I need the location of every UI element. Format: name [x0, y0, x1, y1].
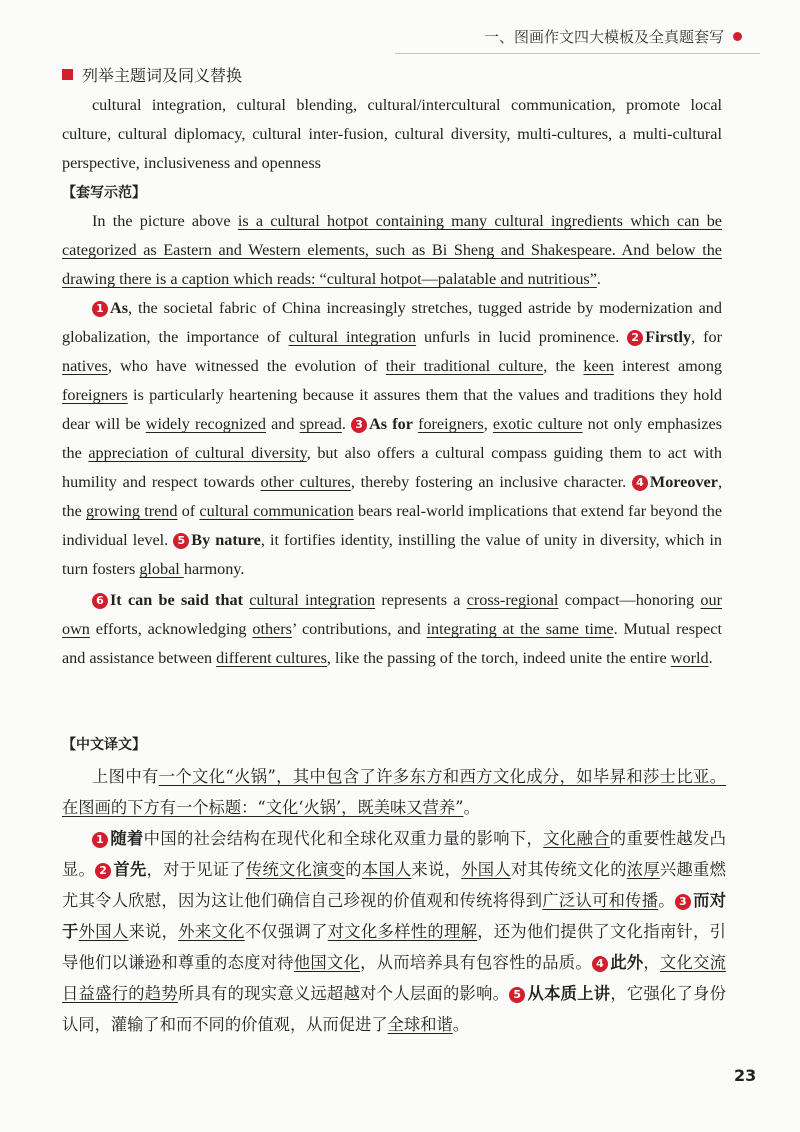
underlined-phrase: other cultures — [260, 473, 351, 491]
header-dot-icon — [733, 32, 742, 41]
underlined-phrase: 文化融合 — [543, 829, 610, 848]
text-span: ’ contributions, and — [291, 620, 427, 638]
underlined-phrase: different cultures — [216, 649, 327, 667]
transition-word: 而对于 — [62, 891, 726, 941]
header-divider — [395, 53, 760, 54]
text-span: , — [483, 415, 493, 433]
transition-word: As — [110, 299, 128, 317]
marker-6-icon: 6 — [92, 593, 108, 609]
text-span: bears real-world implications that extend far beyond the individual level. — [62, 502, 723, 549]
transition-word: As for — [369, 415, 413, 433]
underlined-phrase: 本国人 — [361, 860, 412, 879]
text-span: , the — [62, 473, 722, 520]
underlined-phrase: our own — [62, 591, 722, 638]
underlined-phrase: global — [139, 560, 184, 578]
text-span: 上图中有 — [92, 767, 159, 786]
text-span: 。 — [658, 891, 675, 910]
underlined-phrase: integrating at the same time — [426, 620, 614, 638]
text-span: , it fortifies identity, instilling the value of unity in diversity, which in turn fosters — [62, 531, 722, 578]
text-span: and — [265, 415, 300, 433]
text-span: is particularly heartening because it assures them that the values and traditions they hold dear will be — [62, 386, 722, 433]
underlined-phrase: spread — [299, 415, 342, 433]
sample-paragraph-2 — [62, 294, 722, 584]
underlined-phrase: cultural communication — [199, 502, 354, 520]
underlined-phrase: 一个文化“火锅”，其中包含了许多东方和西方文化成分，如毕昇和莎士比亚。在图画的下方有一个标题：“文化‘火锅’，既美味又营养” — [62, 767, 726, 817]
underlined-phrase: is a cultural hotpot containing many cultural ingredients which can be categorized as Eastern and Western elements, such as Bi Sheng and Shakespeare. And below the drawing there is a caption which reads: “cultural hotpot—palatable and nutritious” — [62, 212, 722, 288]
section-title: 列举主题词及同义替换 — [82, 66, 243, 85]
marker-2-icon: 2 — [627, 330, 643, 346]
marker-2-icon: 2 — [95, 863, 111, 879]
text-span: ，它强化了身份认同，灌输了和而不同的价值观，从而促进了 — [62, 984, 726, 1034]
text-span: ，对于见证了 — [146, 860, 246, 879]
text-span: represents a — [375, 591, 467, 609]
underlined-phrase: 对文化多样性的理解 — [327, 922, 478, 941]
transition-word: 从本质上讲 — [527, 984, 611, 1003]
text-span: In the picture above — [92, 212, 238, 230]
translation-paragraph-2 — [62, 823, 726, 1040]
transition-word: Firstly — [645, 328, 692, 346]
text-span: , the societal fabric of China increasingly stretches, tugged astride by modernization and globalization, the importance of — [62, 299, 722, 346]
transition-word: By nature — [191, 531, 261, 549]
text-span: 的 — [345, 860, 362, 879]
underlined-phrase: keen — [583, 357, 614, 375]
underlined-phrase: 外来文化 — [178, 922, 245, 941]
underlined-phrase: appreciation of cultural diversity — [88, 444, 307, 462]
transition-word: Moreover — [649, 473, 718, 491]
text-span: of — [177, 502, 200, 520]
underlined-phrase: world — [670, 649, 709, 667]
translation-paragraph-1 — [62, 761, 726, 823]
text-span: 不仅强调了 — [244, 922, 328, 941]
sample-paragraph-1 — [62, 207, 722, 294]
text-span: ， — [643, 953, 660, 972]
text-span: compact—honoring — [558, 591, 701, 609]
underlined-phrase: 全球和谐 — [387, 1015, 453, 1034]
text-span: . — [596, 270, 601, 288]
running-header — [484, 26, 742, 47]
underlined-phrase: cultural integration — [288, 328, 417, 346]
text-span: harmony. — [183, 560, 245, 578]
text-span: unfurls in lucid prominence. — [416, 328, 628, 346]
transition-word: It can be said that — [110, 591, 243, 609]
marker-3-icon: 3 — [675, 894, 691, 910]
underlined-phrase: cultural integration — [249, 591, 376, 609]
sample-label: 【套写示范】 — [62, 185, 146, 201]
transition-word: 首先 — [113, 860, 147, 879]
underlined-phrase: growing trend — [86, 502, 178, 520]
underlined-phrase: their traditional culture — [385, 357, 544, 375]
text-span: efforts, acknowledging — [89, 620, 253, 638]
transition-word: 随着 — [110, 829, 144, 848]
underlined-phrase: foreigners — [62, 386, 128, 404]
underlined-phrase: exotic culture — [492, 415, 583, 433]
marker-4-icon: 4 — [632, 475, 648, 491]
underlined-phrase: cross-regional — [466, 591, 559, 609]
underlined-phrase: widely recognized — [145, 415, 266, 433]
underlined-phrase: 广泛认可和传播 — [542, 891, 659, 910]
underlined-phrase: 传统文化演变 — [245, 860, 346, 879]
text-span: . — [341, 415, 352, 433]
translation-label: 【中文译文】 — [62, 737, 146, 753]
text-span: , thereby fostering an inclusive character. — [350, 473, 632, 491]
underlined-phrase: 外国人 — [78, 922, 129, 941]
sample-paragraph-3 — [62, 586, 722, 673]
underlined-phrase: 外国人 — [461, 860, 511, 879]
section-heading — [62, 63, 242, 86]
underlined-phrase: others — [252, 620, 292, 638]
text-span: . Mutual respect and assistance between — [62, 620, 722, 667]
text-span: 来说， — [128, 922, 179, 941]
text-span: , who have witnessed the evolution of — [107, 357, 386, 375]
underlined-phrase: 文化交流日益盛行的趋势 — [62, 953, 726, 1003]
text-span: ，还为他们提供了文化指南针，引导他们以谦逊和尊重的态度对待 — [62, 922, 726, 972]
marker-5-icon: 5 — [509, 987, 525, 1003]
square-bullet-icon — [62, 69, 73, 80]
text-span: . — [708, 649, 713, 667]
text-span: , the — [543, 357, 584, 375]
header-title: 一、图画作文四大模板及全真题套写 — [483, 28, 724, 46]
text-span: 对其传统文化的 — [510, 860, 627, 879]
text-span: ，从而培养具有包容性的品质。 — [360, 953, 592, 972]
text-span: , for — [691, 328, 722, 346]
text-span: not only emphasizes the — [62, 415, 723, 462]
page-number: 23 — [734, 1066, 757, 1085]
transition-word: 此外 — [610, 953, 644, 972]
sample-section — [62, 178, 722, 208]
text-span: 中国的社会结构在现代化和全球化双重力量的影响下， — [143, 829, 544, 848]
marker-1-icon: 1 — [92, 301, 108, 317]
text-span: 。 — [463, 798, 480, 817]
text-span: 来说， — [411, 860, 462, 879]
marker-5-icon: 5 — [173, 533, 189, 549]
text-span: 兴趣重燃尤其令人欣慰，因为这让他们确信自己珍视的价值观和传统将得到 — [62, 860, 726, 910]
underlined-phrase: foreigners — [418, 415, 484, 433]
keywords-paragraph: cultural integration, cultural blending, cultural/intercultural communication, promote local culture, cultural diplomacy, cultural inter-fusion, cultural diversity, multi-cultures, a multi-cultural perspective, inclusiveness and openness — [62, 96, 722, 172]
translation-section — [62, 730, 722, 760]
underlined-phrase: 浓厚 — [626, 860, 660, 879]
text-span: interest among — [613, 357, 723, 375]
underlined-phrase: 他国文化 — [293, 953, 361, 972]
text-span: 所具有的现实意义远超越对个人层面的影响。 — [177, 984, 510, 1003]
text-span: 。 — [452, 1015, 470, 1034]
marker-1-icon: 1 — [92, 832, 108, 848]
text-span: 的重要性越发凸显。 — [62, 829, 726, 879]
text-span: , like the passing of the torch, indeed unite the entire — [326, 649, 671, 667]
text-span: , but also offers a cultural compass guiding them to act with humility and respect towards — [62, 444, 722, 491]
marker-4-icon: 4 — [592, 956, 608, 972]
underlined-phrase: natives — [62, 357, 108, 375]
marker-3-icon: 3 — [351, 417, 367, 433]
